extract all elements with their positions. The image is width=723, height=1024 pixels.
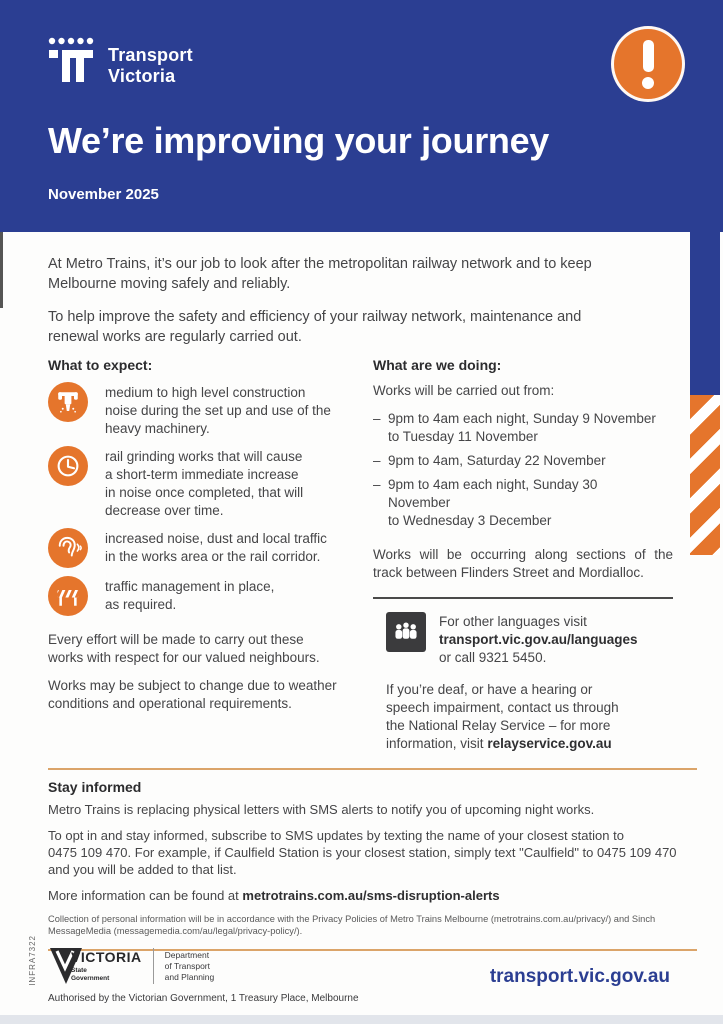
two-column-area (48, 356, 673, 753)
expect-item-text: increased noise, dust and local traffic in the works area or the rail corridor. (105, 531, 327, 564)
exclamation-icon (611, 26, 685, 102)
expect-item-rail-grinding (48, 446, 351, 520)
weather-note: Works may be subject to change due to weather conditions and operational requirements. (48, 678, 337, 711)
privacy-fine-print: Collection of personal information will be in accordance with the Privacy Policies of Metro Trains Melbourne (metrotrains.com.au/privacy/) and Sinch MessageMedia (messagemedia.com/au/legal/privacy-policy/). (48, 914, 656, 936)
schedule-item: – 9pm to 4am each night, Sunday 30 November to Wednesday 3 December (373, 477, 598, 528)
more-information-note: More information can be found at metrotrains.com.au/sms-disruption-alerts (48, 888, 500, 903)
dash-bullet: – (373, 453, 381, 468)
main-content (48, 232, 677, 951)
expect-item-traffic-management (48, 576, 351, 616)
side-accent-hazard-stripes (690, 395, 720, 555)
clock-icon (48, 446, 88, 486)
stay-informed-heading: Stay informed (48, 779, 142, 795)
logo-text (108, 36, 193, 86)
logo-divider (153, 948, 154, 984)
intro-p2-line1: To help improve the safety and efficiency of your railway network, maintenance and (48, 309, 582, 325)
intro-paragraph-1 (48, 254, 673, 294)
side-accent-blue (690, 232, 720, 395)
sms-alerts-url: metrotrains.com.au/sms-disruption-alerts (242, 888, 500, 903)
neighbours-note: Every effort will be made to carry out these works with respect for our valued neighbours. (48, 632, 320, 665)
ear-icon (48, 528, 88, 568)
works-intro: Works will be carried out from: (373, 383, 555, 398)
department-label: Department of Transport and Planning (164, 949, 215, 982)
sms-alerts-note: Metro Trains is replacing physical letters with SMS alerts to notify you of upcoming night works. (48, 802, 595, 817)
languages-url: transport.vic.gov.au/languages (439, 632, 638, 647)
logo-line-2: Victoria (108, 65, 176, 86)
intro-p1-line1: At Metro Trains, it’s our job to look after the metropolitan railway network and to keep (48, 256, 592, 272)
intro-p2-line2: renewal works are regularly carried out. (48, 329, 302, 345)
what-to-expect-heading: What to expect: (48, 357, 153, 373)
transport-victoria-logo-icon (48, 36, 94, 86)
what-are-we-doing-heading: What are we doing: (373, 357, 502, 373)
languages-text: For other languages visit transport.vic.gov.au/languages or call 9321 5450. (439, 614, 638, 665)
divider-rule (373, 597, 673, 599)
opt-in-instructions: To opt in and stay informed, subscribe to SMS updates by texting the name of your closest station to 0475 109 470. For example, if Caulfield Station is your closest station, simply text "Caulfield" to 0475 109 470 and you will be added to that list. (48, 828, 677, 877)
victoria-state-government-logo (48, 944, 214, 988)
intro-paragraph-2 (48, 307, 673, 347)
logo-line-1: Transport (108, 45, 193, 65)
footer-website: transport.vic.gov.au (489, 966, 670, 987)
languages-block (373, 612, 673, 667)
expect-item-text: medium to high level construction noise during the set up and use of the heavy machinery. (105, 385, 331, 436)
traffic-barrier-icon (48, 576, 88, 616)
jackhammer-icon (48, 382, 88, 422)
relay-url: relayservice.gov.au (487, 736, 612, 751)
schedule-item: – 9pm to 4am each night, Sunday 9 November to Tuesday 11 November (373, 411, 656, 444)
expect-item-text: traffic management in place, as required. (105, 579, 275, 612)
intro-p1-line2: Melbourne moving safely and reliably. (48, 276, 291, 292)
what-to-expect-section (48, 356, 351, 753)
schedule-item: – 9pm to 4am, Saturday 22 November (373, 453, 606, 468)
exclamation-dot (642, 77, 654, 89)
works-location-note: Works will be occurring along sections of the track between Flinders Street and Mordialloc. (373, 547, 673, 580)
document-code: INFRA7322 (28, 935, 37, 986)
date-label: November 2025 (48, 186, 159, 204)
relay-service-note: If you’re deaf, or have a hearing or speech impairment, contact us through the National Relay Service – for more information, visit relayservice.gov.au (386, 682, 619, 751)
page-title: We’re improving your journey (48, 120, 550, 162)
authorisation-note: Authorised by the Victorian Government, 1 Treasury Place, Melbourne (48, 993, 359, 1004)
expect-item-text: rail grinding works that will cause a short-term immediate increase in noise once completed, that will decrease over time. (105, 449, 304, 518)
dash-bullet: – (373, 411, 381, 426)
dash-bullet: – (373, 477, 381, 492)
stay-informed-section (48, 768, 697, 951)
bottom-edge-band (0, 1015, 723, 1024)
header (0, 0, 723, 232)
exclamation-bar (643, 40, 654, 72)
people-icon (386, 612, 426, 652)
what-are-we-doing-section (373, 356, 673, 753)
victoria-logo-text: VICTORIA State Government (71, 949, 142, 982)
expect-item-noise-dust-traffic (48, 528, 351, 568)
expect-item-construction-noise (48, 382, 351, 438)
